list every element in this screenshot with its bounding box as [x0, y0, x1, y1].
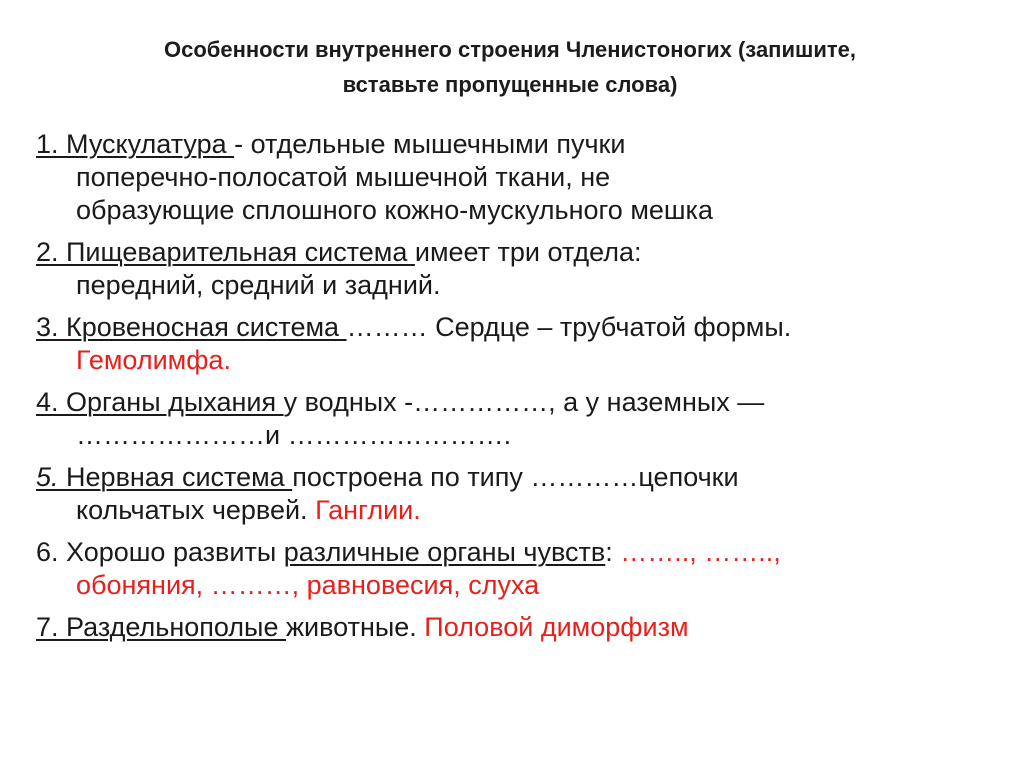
item-1-text-1: - отдельные мышечными пучки	[234, 129, 626, 159]
item-5-text-2: кольчатых червей.	[76, 495, 316, 525]
item-7-text-1: животные.	[285, 612, 425, 642]
slide-title	[60, 32, 960, 102]
term-nervous-system: Нервная система	[58, 462, 293, 492]
list-item-4	[36, 386, 996, 452]
item-3-answer: Гемолимфа.	[76, 345, 231, 375]
item-1-text-3: образующие сплошного кожно-мускульного мешка	[76, 195, 713, 225]
term-musculature: 1. Мускулатура	[36, 129, 235, 159]
item-4-text-1: у водных -……………, а у наземных —	[283, 387, 765, 417]
item-5-text-1: построена по типу …………цепочки	[292, 462, 739, 492]
list-item-6	[36, 536, 996, 602]
title-line-1: Особенности внутреннего строения Членистоногих (запишите,	[164, 37, 856, 62]
item-6-answer-1: …….., ……..,	[620, 537, 781, 567]
term-sense-organs: различные органы чувств	[283, 537, 606, 567]
item-6-text-1: :	[605, 537, 621, 567]
term-circulatory-system: 3. Кровеносная система	[36, 312, 347, 342]
item-5-number: 5.	[36, 462, 59, 492]
item-7-answer: Половой диморфизм	[424, 612, 689, 642]
item-6-answer-2: обоняния, ………, равновесия, слуха	[76, 570, 540, 600]
item-2-text-2: передний, средний и задний.	[76, 270, 441, 300]
item-1-text-2: поперечно-полосатой мышечной ткани, не	[76, 162, 611, 192]
list-item-1	[36, 128, 996, 227]
list-item-2	[36, 236, 996, 302]
structure-list	[36, 128, 996, 653]
list-item-7	[36, 611, 996, 644]
title-line-2: вставьте пропущенные слова)	[342, 72, 678, 97]
term-dioecious: 7. Раздельнополые	[36, 612, 286, 642]
item-2-text-1: имеет три отдела:	[414, 237, 642, 267]
list-item-5	[36, 461, 996, 527]
list-item-3	[36, 311, 996, 377]
item-6-text-0: 6. Хорошо развиты	[36, 537, 284, 567]
item-5-answer: Ганглии.	[315, 495, 421, 525]
item-3-text-1: ……… Сердце – трубчатой формы.	[346, 312, 792, 342]
term-digestive-system: 2. Пищеварительная система	[36, 237, 415, 267]
term-respiratory-organs: 4. Органы дыхания	[36, 387, 284, 417]
item-4-text-2: …………………и …………………….	[76, 420, 512, 450]
